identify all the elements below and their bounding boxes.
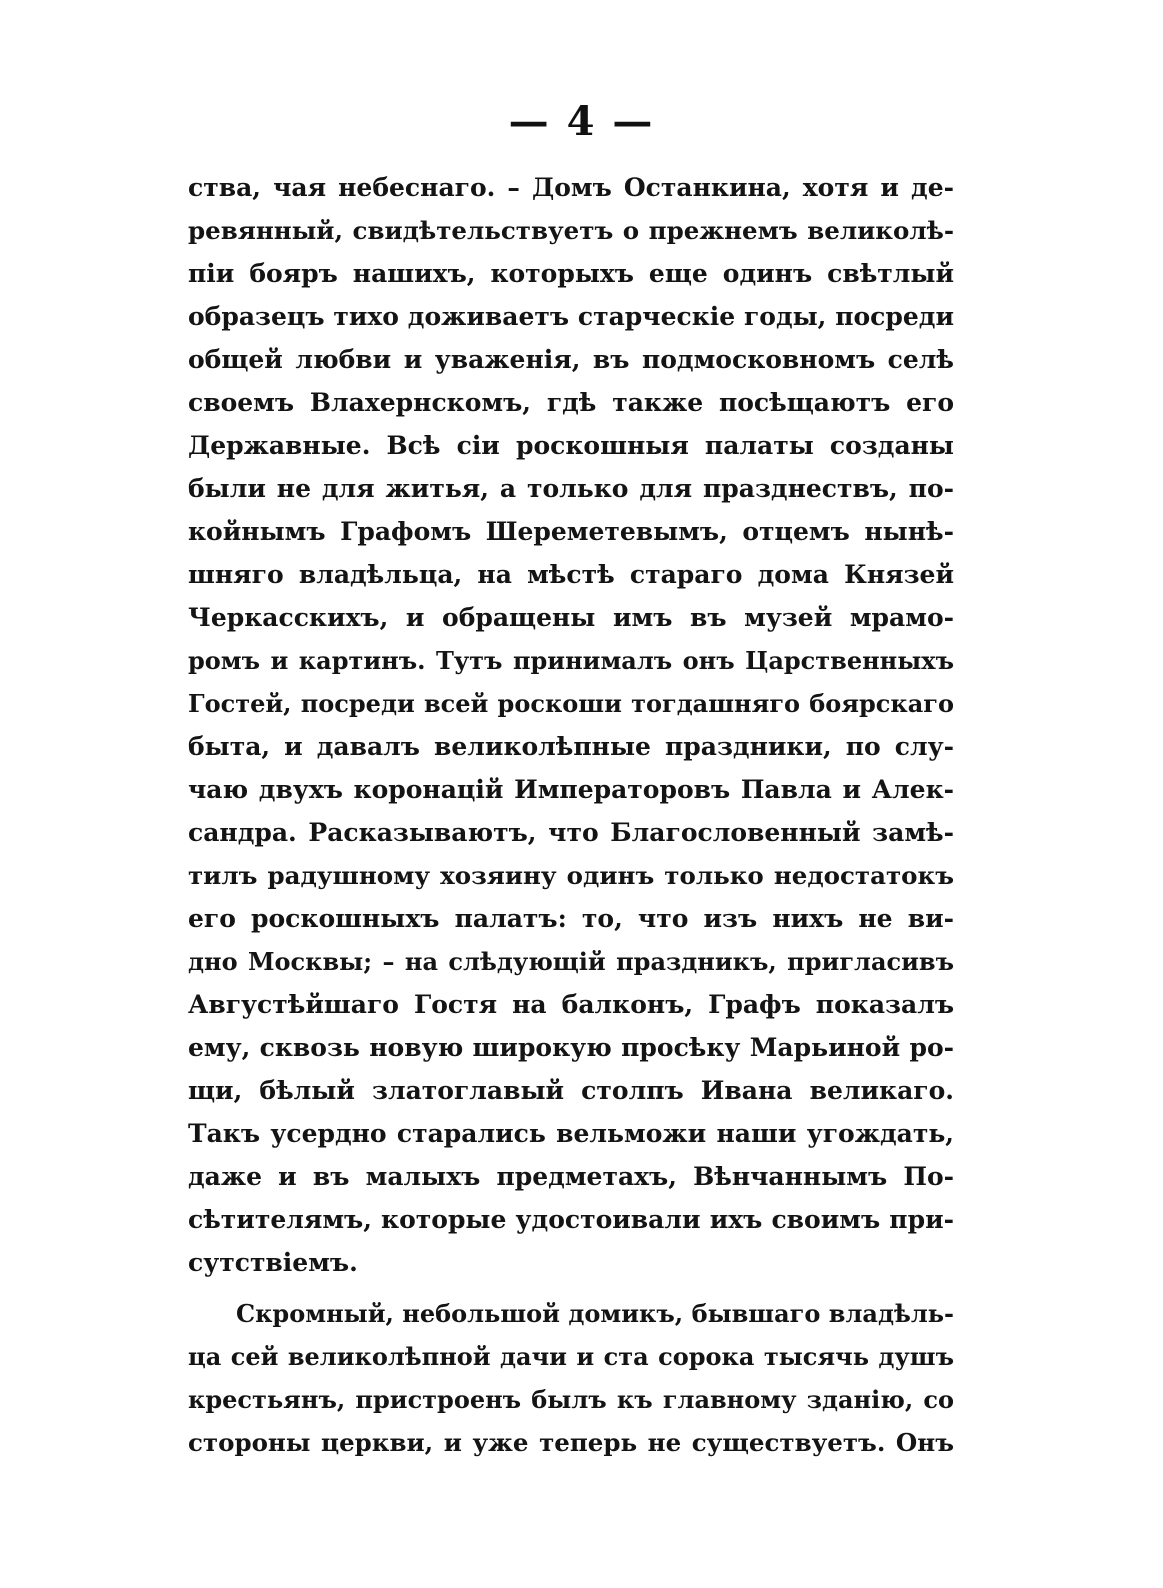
text-line: ромъ и картинъ. Тутъ принималъ онъ Царственныхъ (188, 646, 954, 675)
text-line: ревянный, свидѣтельствуетъ о прежнемъ великолѣ- (188, 216, 954, 245)
body-text (188, 166, 954, 1464)
text-line: Скромный, небольшой домикъ, бывшаго владѣль- (236, 1299, 954, 1328)
text-line: стороны церкви, и уже теперь не существуетъ. Онъ (188, 1428, 954, 1457)
text-line: ему, сквозь новую широкую просѣку Марьиной ро- (188, 1033, 954, 1062)
text-line: сутствіемъ. (188, 1248, 358, 1277)
text-line: дно Москвы; – на слѣдующій праздникъ, пригласивъ (188, 947, 954, 976)
text-line: ца сей великолѣпной дачи и ста сорока тысячь душъ (188, 1342, 954, 1371)
text-line: шняго владѣльца, на мѣстѣ стараго дома Князей (188, 560, 954, 589)
text-line: сѣтителямъ, которые удостоивали ихъ своимъ при- (188, 1205, 954, 1234)
text-line: койнымъ Графомъ Шереметевымъ, отцемъ нынѣ- (188, 517, 954, 546)
text-line: Черкасскихъ, и обращены имъ въ музей мрамо- (188, 603, 954, 632)
text-line: быта, и давалъ великолѣпные праздники, по слу- (188, 732, 954, 761)
text-line: Августѣйшаго Гостя на балконъ, Графъ показалъ (188, 990, 954, 1019)
text-line: ства, чая небеснаго. – Домъ Останкина, хотя и де- (188, 173, 954, 202)
text-line: его роскошныхъ палатъ: то, что изъ нихъ не ви- (188, 904, 954, 933)
text-line: были не для житья, а только для празднествъ, по- (188, 474, 954, 503)
text-line: Гостей, посреди всей роскоши тогдашняго боярскаго (188, 689, 954, 718)
paragraph-2 (188, 1292, 954, 1464)
text-line: крестьянъ, пристроенъ былъ къ главному зданію, со (188, 1385, 954, 1414)
text-line: сандра. Расказываютъ, что Благословенный замѣ- (188, 818, 954, 847)
text-line: чаю двухъ коронацій Императоровъ Павла и Алек- (188, 775, 954, 804)
text-line: своемъ Влахернскомъ, гдѣ также посѣщаютъ его (188, 388, 954, 417)
paragraph-1 (188, 166, 954, 1284)
text-line: щи, бѣлый златоглавый столпъ Ивана великаго. (188, 1076, 954, 1105)
text-line: піи бояръ нашихъ, которыхъ еще одинъ свѣтлый (188, 259, 954, 288)
text-line: тилъ радушному хозяину одинъ только недостатокъ (188, 861, 954, 890)
text-line: даже и въ малыхъ предметахъ, Вѣнчаннымъ По- (188, 1162, 954, 1191)
text-line: общей любви и уваженія, въ подмосковномъ селѣ (188, 345, 954, 374)
text-line: Державные. Всѣ сіи роскошныя палаты созданы (188, 431, 954, 460)
text-line: образецъ тихо доживаетъ старческіе годы, посреди (188, 302, 954, 331)
text-line: Такъ усердно старались вельможи наши угождать, (188, 1119, 954, 1148)
page-number-header: — 4 — (508, 98, 655, 145)
